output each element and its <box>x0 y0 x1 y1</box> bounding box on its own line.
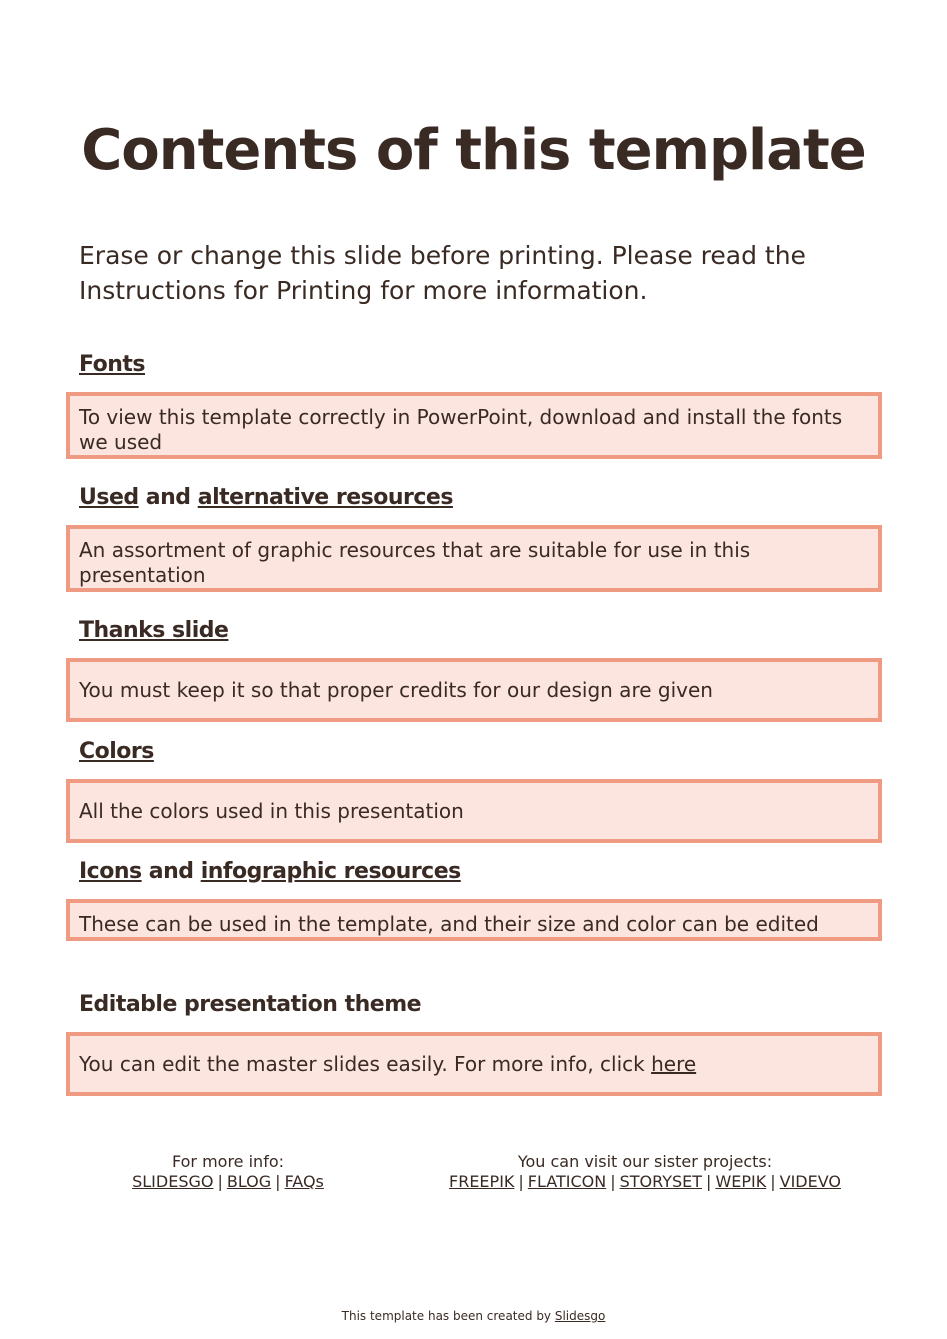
section-editable-theme <box>66 990 882 1096</box>
colors-link[interactable]: Colors <box>79 739 154 764</box>
storyset-link[interactable]: STORYSET <box>619 1172 703 1191</box>
section-body: An assortment of graphic resources that are suitable for use in this presentation <box>79 538 751 587</box>
section-body: To view this template correctly in PowerPoint, download and install the fonts we used <box>79 405 843 454</box>
flaticon-link[interactable]: FLATICON <box>527 1172 607 1191</box>
section-box <box>66 392 882 459</box>
slidesgo-credit-link[interactable]: Slidesgo <box>554 1309 606 1323</box>
section-box <box>66 658 882 722</box>
alternative-resources-link[interactable]: alternative resources <box>197 485 453 510</box>
template-credit: This template has been created by Slidesgo <box>341 1309 606 1323</box>
section-heading <box>79 483 882 513</box>
section-icons <box>66 857 882 941</box>
freepik-link[interactable]: FREEPIK <box>449 1172 515 1191</box>
footer-sister-projects <box>425 1152 865 1192</box>
section-heading <box>79 737 882 767</box>
icons-link[interactable]: Icons <box>79 859 142 884</box>
page-title: Contents of this template <box>81 118 866 183</box>
heading-connector: and <box>141 859 201 884</box>
section-resources <box>66 483 882 592</box>
videvo-link[interactable]: VIDEVO <box>779 1172 841 1191</box>
here-link[interactable]: here <box>651 1051 697 1076</box>
used-resources-link[interactable]: Used <box>79 485 139 510</box>
section-heading <box>79 857 882 887</box>
thanks-slide-link[interactable]: Thanks slide <box>79 618 229 643</box>
infographic-resources-link[interactable]: infographic resources <box>200 859 461 884</box>
section-colors <box>66 737 882 843</box>
section-body: These can be used in the template, and their size and color can be edited <box>79 912 819 936</box>
wepik-link[interactable]: WEPIK <box>715 1172 767 1191</box>
footer-more-info <box>100 1152 356 1192</box>
section-heading: Editable presentation theme <box>79 992 422 1017</box>
fonts-link[interactable]: Fonts <box>79 352 146 377</box>
section-heading <box>79 616 882 646</box>
section-heading <box>79 350 882 380</box>
section-fonts <box>66 350 882 459</box>
section-body: All the colors used in this presentation <box>79 798 464 823</box>
intro-text: Erase or change this slide before printing. Please read the Instructions for Printing for more information. <box>79 241 806 305</box>
faqs-link[interactable]: FAQs <box>284 1172 324 1191</box>
section-box <box>66 1032 882 1096</box>
section-thanks <box>66 616 882 722</box>
section-box <box>66 899 882 941</box>
heading-connector: and <box>138 485 198 510</box>
section-box <box>66 779 882 843</box>
section-body: You can edit the master slides easily. For more info, click here <box>79 1051 697 1076</box>
blog-link[interactable]: BLOG <box>226 1172 272 1191</box>
section-box <box>66 525 882 592</box>
footer-label: For more info: <box>171 1152 284 1171</box>
slidesgo-link[interactable]: SLIDESGO <box>132 1172 214 1191</box>
footer-links: FREEPIK | FLATICON | STORYSET | WEPIK | VIDEVO <box>449 1172 841 1191</box>
footer-label: You can visit our sister projects: <box>517 1152 773 1171</box>
footer-links: SLIDESGO | BLOG | FAQs <box>132 1172 324 1191</box>
section-body: You must keep it so that proper credits for our design are given <box>79 677 713 702</box>
